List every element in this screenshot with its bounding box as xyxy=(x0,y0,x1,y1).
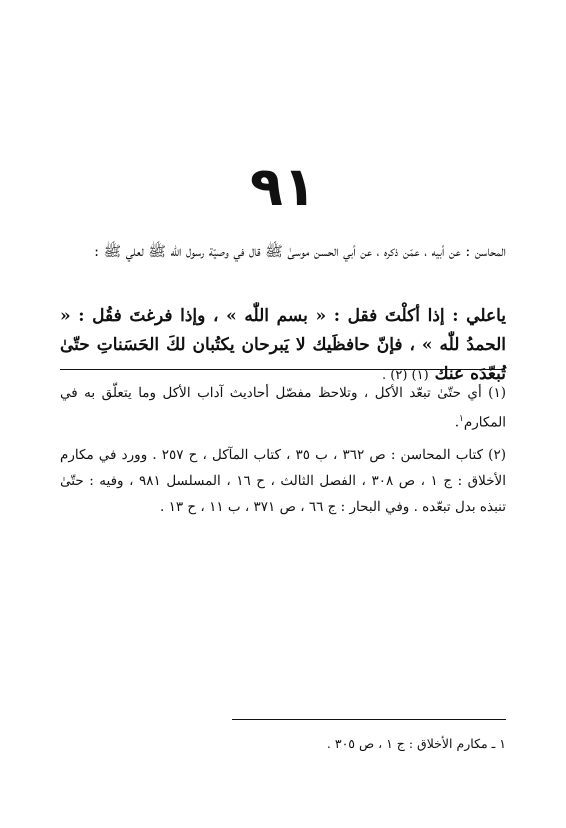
footnote-1-text: (١) أي حتّىٰ تبعّد الأكل ، وتلاحظ مفصّل أحاديث آداب الأكل وما يتعلّق به في المكارم xyxy=(60,385,506,431)
footnote-references: (١) (٢) . xyxy=(381,368,429,383)
bottom-note: ١ ـ مكارم الأخلاق : ج ١ ، ص ٣٠٥ . xyxy=(326,736,506,751)
hadith-number: ٩١ xyxy=(250,155,316,218)
footnote-2: (٢) كتاب المحاسن : ص ٣٦٢ ، ب ٣٥ ، كتاب المآكل ، ح ٢٥٧ . وورد في مكارم الأخلاق : ج ١ ، ص ٣٠٨ ، الفصل الثالث ، ح ١٦ ، المسلسل ٩٨١ ، وفيه : حتّىٰ تنبذه بدل تبعّده . وفي البحار : ج ٦٦ ، ص ٣٧١ ، ب ١١ ، ح ١٣ . xyxy=(60,446,506,515)
bottom-note-divider xyxy=(232,719,506,720)
footnote-divider xyxy=(60,369,505,370)
footnote-1 xyxy=(60,380,506,436)
footnote-1-end: . xyxy=(454,414,460,431)
footnotes xyxy=(60,380,506,526)
hadith-saying: ياعلي : إذا أكلْتَ فقل : « بسم اللّٰه » ، وإذا فرغتَ فقُل : « الحمدُ للّٰه » ، فإنّ حافظَيك لا يَبرحان يكتُبان لكَ الحَسَناتِ حتّىٰ تُبعّدَه عنك xyxy=(60,306,506,384)
narration-chain: المحاسن : عن أبيه ، عمّن ذكره ، عن أبي الحسن موسىٰ ﷺ قال في وصيّة رسول الله ﷺ لعلي ﷺ : xyxy=(94,244,506,260)
footnote-1-marker: ١ xyxy=(459,414,464,424)
hadith-text xyxy=(60,302,506,390)
